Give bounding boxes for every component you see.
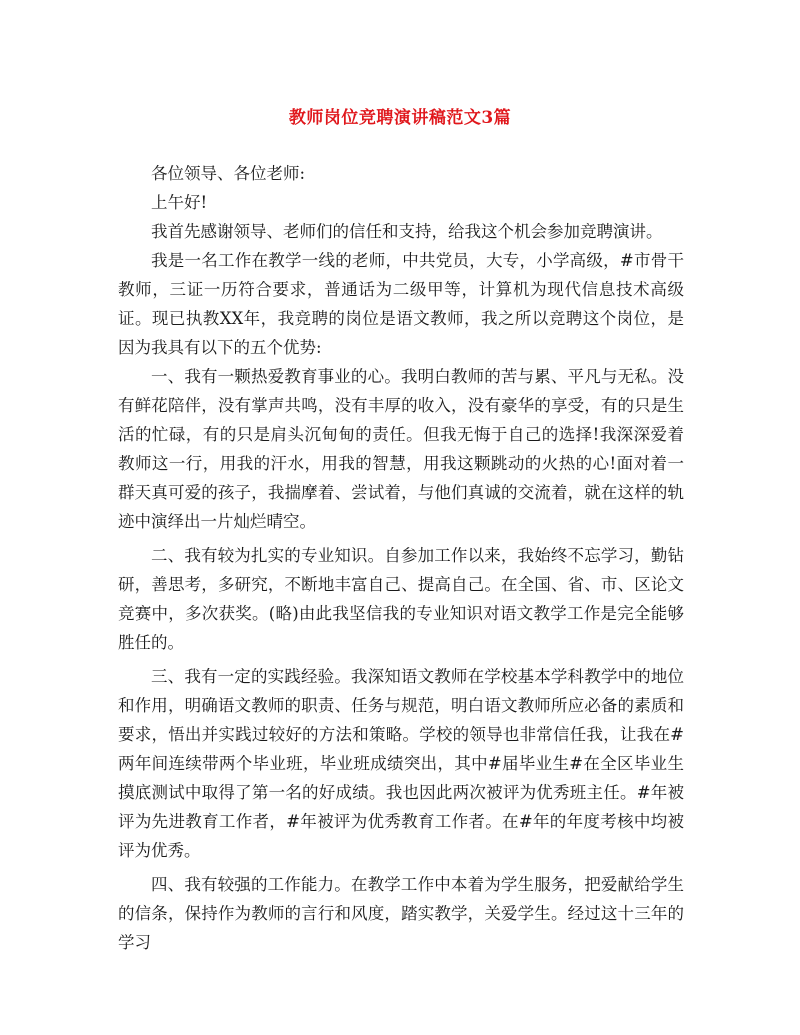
advantage-1-paragraph: 一、我有一颗热爱教育事业的心。我明白教师的苦与累、平凡与无私。没有鲜花陪伴，没有掌声共鸣，没有丰厚的收入，没有豪华的享受，有的只是生活的忙碌，有的只是肩头沉甸甸的责任。但我无悔于自己的选择!我深深爱着教师这一行，用我的汗水，用我的智慧，用我这颗跳动的火热的心!面对着一群天真可爱的孩子，我揣摩着、尝试着，与他们真诚的交流着，就在这样的轨迹中演绎出一片灿烂晴空。	[118, 367, 684, 531]
thanks-paragraph: 我首先感谢领导、老师们的信任和支持，给我这个机会参加竞聘演讲。	[151, 222, 663, 241]
greeting-paragraph: 上午好!	[151, 193, 208, 212]
advantage-3-paragraph: 三、我有一定的实践经验。我深知语文教师在学校基本学科教学中的地位和作用，明确语文教师的职责、任务与规范，明白语文教师所应必备的素质和要求，悟出并实践过较好的方法和策略。学校的领导也非常信任我，让我在#两年间连续带两个毕业班，毕业班成绩突出，其中#届毕业生#在全区毕业生摸底测试中取得了第一名的好成绩。我也因此两次被评为优秀班主任。#年被评为先进教育工作者，#年被评为优秀教育工作者。在#年的年度考核中均被评为优秀。	[118, 667, 684, 860]
intro-paragraph: 我是一名工作在教学一线的老师，中共党员，大专，小学高级，#市骨干教师，三证一历符合要求，普通话为二级甲等，计算机为现代信息技术高级证。现已执教XX年，我竞聘的岗位是语文教师，我之所以竞聘这个岗位，是因为我具有以下的五个优势:	[118, 251, 684, 357]
advantage-4-paragraph: 四、我有较强的工作能力。在教学工作中本着为学生服务，把爱献给学生的信条，保持作为教师的言行和风度，踏实教学，关爱学生。经过这十三年的学习	[118, 875, 684, 952]
salutation-paragraph: 各位领导、各位老师:	[151, 164, 306, 183]
advantage-2-paragraph: 二、我有较为扎实的专业知识。自参加工作以来，我始终不忘学习，勤钻研，善思考，多研究，不断地丰富自己、提高自己。在全国、省、市、区论文竞赛中，多次获奖。(略)由此我坚信我的专业知识对语文教学工作是完全能够胜任的。	[118, 546, 684, 652]
document-title: 教师岗位竞聘演讲稿范文3篇	[288, 108, 512, 128]
document-body	[118, 159, 684, 957]
